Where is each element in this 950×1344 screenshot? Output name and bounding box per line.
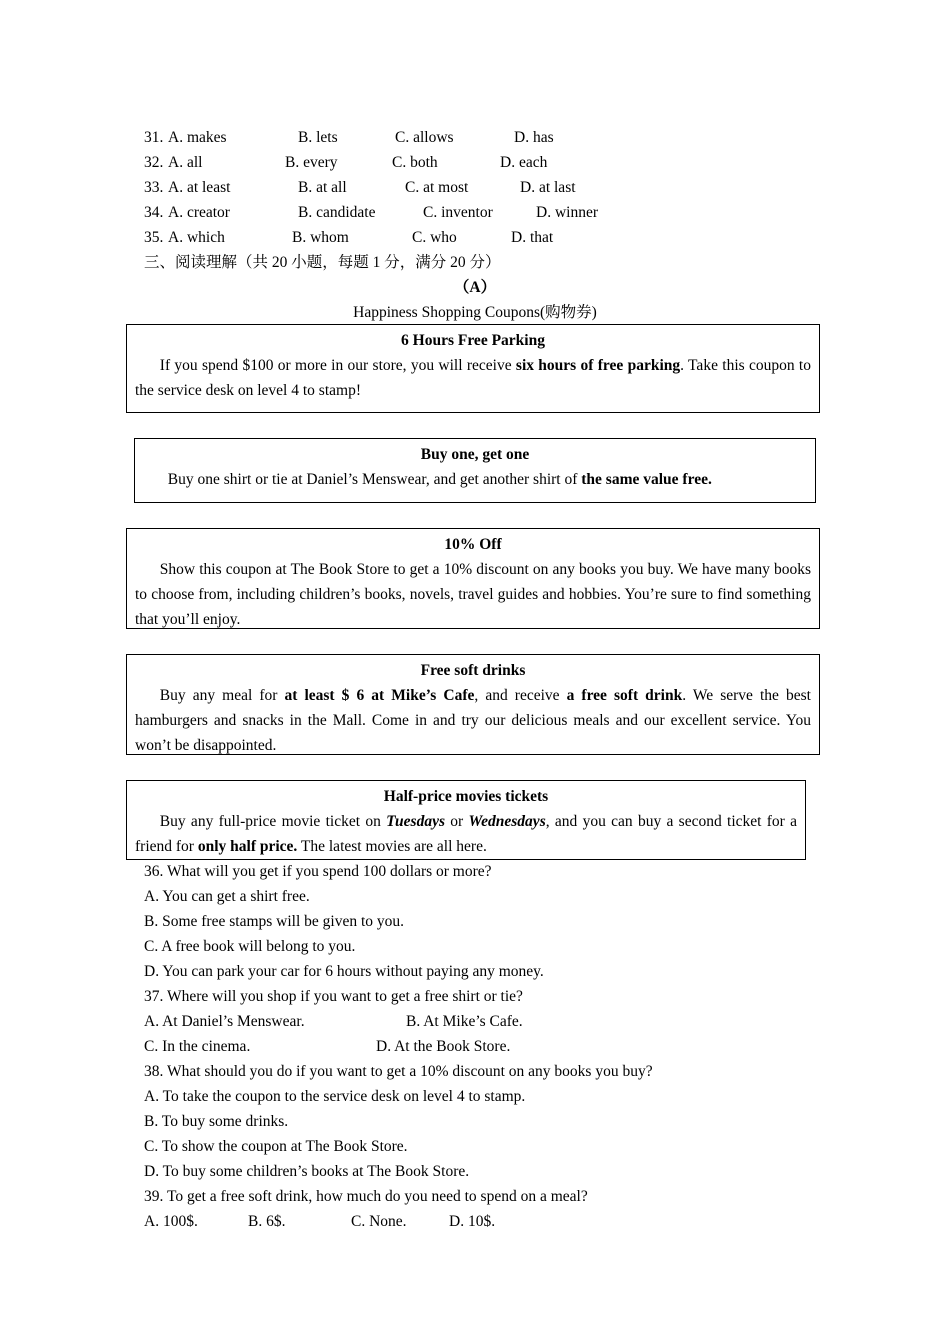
question-36-stem: 36. What will you get if you spend 100 dollars or more? bbox=[144, 863, 492, 880]
coupon-drinks bbox=[126, 654, 820, 755]
question-37-option-b: B. At Mike’s Cafe. bbox=[406, 1013, 523, 1030]
option-d: D. that bbox=[511, 229, 554, 246]
option-c: C. both bbox=[392, 154, 438, 171]
coupon-text: Buy one shirt or tie at Daniel’s Menswear, and get another shirt of the same value free. bbox=[167, 471, 712, 488]
question-38-option-d: D. To buy some children’s books at The Book Store. bbox=[144, 1163, 470, 1180]
option-b: B. every bbox=[285, 154, 338, 171]
question-36-option-c: C. A free book will belong to you. bbox=[144, 938, 356, 955]
passage-label: （A） bbox=[453, 279, 497, 296]
question-37-option-d: D. At the Book Store. bbox=[376, 1038, 511, 1055]
option-a: A. all bbox=[168, 154, 203, 171]
question-38-option-c: C. To show the coupon at The Book Store. bbox=[144, 1138, 408, 1155]
question-37-option-a: A. At Daniel’s Menswear. bbox=[144, 1013, 305, 1030]
section-heading: 三、阅读理解（共 20 小题，每题 1 分，满分 20 分） bbox=[144, 254, 501, 271]
coupon-title: Buy one, get one bbox=[420, 446, 530, 463]
option-a: A. at least bbox=[168, 179, 231, 196]
option-d: D. at last bbox=[520, 179, 576, 196]
option-b: B. at all bbox=[298, 179, 347, 196]
option-a: A. creator bbox=[168, 204, 230, 221]
coupon-title: 6 Hours Free Parking bbox=[401, 332, 545, 349]
option-c: C. inventor bbox=[423, 204, 493, 221]
option-c: C. at most bbox=[405, 179, 469, 196]
question-39-option-a: A. 100$. bbox=[144, 1213, 198, 1230]
coupon-text: Buy any full-price movie ticket on Tuesdays or Wednesdays, and you can buy a second ticket for a friend for only half price. The latest movies are all here. bbox=[135, 813, 797, 855]
coupon-title: Free soft drinks bbox=[420, 662, 526, 679]
question-39-option-b: B. 6$. bbox=[248, 1213, 286, 1230]
coupon-text: Show this coupon at The Book Store to get a 10% discount on any books you buy. We have many books to choose from, including children’s books, novels, travel guides and hobbies. You’re sure to find something that you’ll enjoy. bbox=[135, 561, 811, 628]
coupon-title: 10% Off bbox=[444, 536, 502, 553]
question-number: 31. bbox=[144, 129, 164, 146]
question-39-stem: 39. To get a free soft drink, how much do you need to spend on a meal? bbox=[144, 1188, 588, 1205]
coupon-title: Half-price movies tickets bbox=[383, 788, 549, 805]
coupon-bogo bbox=[134, 438, 816, 503]
option-d: D. winner bbox=[536, 204, 598, 221]
question-number: 34. bbox=[144, 204, 164, 221]
option-b: B. lets bbox=[298, 129, 338, 146]
coupon-parking bbox=[126, 324, 820, 413]
question-39-option-c: C. None. bbox=[351, 1213, 407, 1230]
question-36-option-a: A. You can get a shirt free. bbox=[144, 888, 310, 905]
question-36-option-d: D. You can park your car for 6 hours without paying any money. bbox=[144, 963, 544, 980]
coupon-movies bbox=[126, 780, 806, 860]
option-c: C. allows bbox=[395, 129, 454, 146]
question-number: 32. bbox=[144, 154, 164, 171]
coupon-text: If you spend $100 or more in our store, you will receive six hours of free parking. Take this coupon to the service desk on level 4 to stamp! bbox=[135, 357, 811, 399]
question-37-stem: 37. Where will you shop if you want to get a free shirt or tie? bbox=[144, 988, 523, 1005]
passage-title: Happiness Shopping Coupons(购物券) bbox=[353, 304, 597, 321]
question-38-option-b: B. To buy some drinks. bbox=[144, 1113, 289, 1130]
question-38-option-a: A. To take the coupon to the service desk on level 4 to stamp. bbox=[144, 1088, 526, 1105]
option-c: C. who bbox=[412, 229, 457, 246]
option-d: D. each bbox=[500, 154, 548, 171]
option-d: D. has bbox=[514, 129, 554, 146]
question-number: 33. bbox=[144, 179, 164, 196]
question-38-stem: 38. What should you do if you want to get a 10% discount on any books you buy? bbox=[144, 1063, 653, 1080]
option-b: B. candidate bbox=[298, 204, 376, 221]
question-36-option-b: B. Some free stamps will be given to you. bbox=[144, 913, 405, 930]
option-a: A. makes bbox=[168, 129, 227, 146]
question-37-option-c: C. In the cinema. bbox=[144, 1038, 251, 1055]
coupon-books bbox=[126, 528, 820, 629]
option-b: B. whom bbox=[292, 229, 349, 246]
option-a: A. which bbox=[168, 229, 225, 246]
coupon-text: Buy any meal for at least $ 6 at Mike’s Cafe, and receive a free soft drink. We serve the best hamburgers and snacks in the Mall. Come in and try our delicious meals and our excellent service. You won’t be disappointed. bbox=[135, 687, 811, 754]
question-number: 35. bbox=[144, 229, 164, 246]
question-39-option-d: D. 10$. bbox=[449, 1213, 496, 1230]
